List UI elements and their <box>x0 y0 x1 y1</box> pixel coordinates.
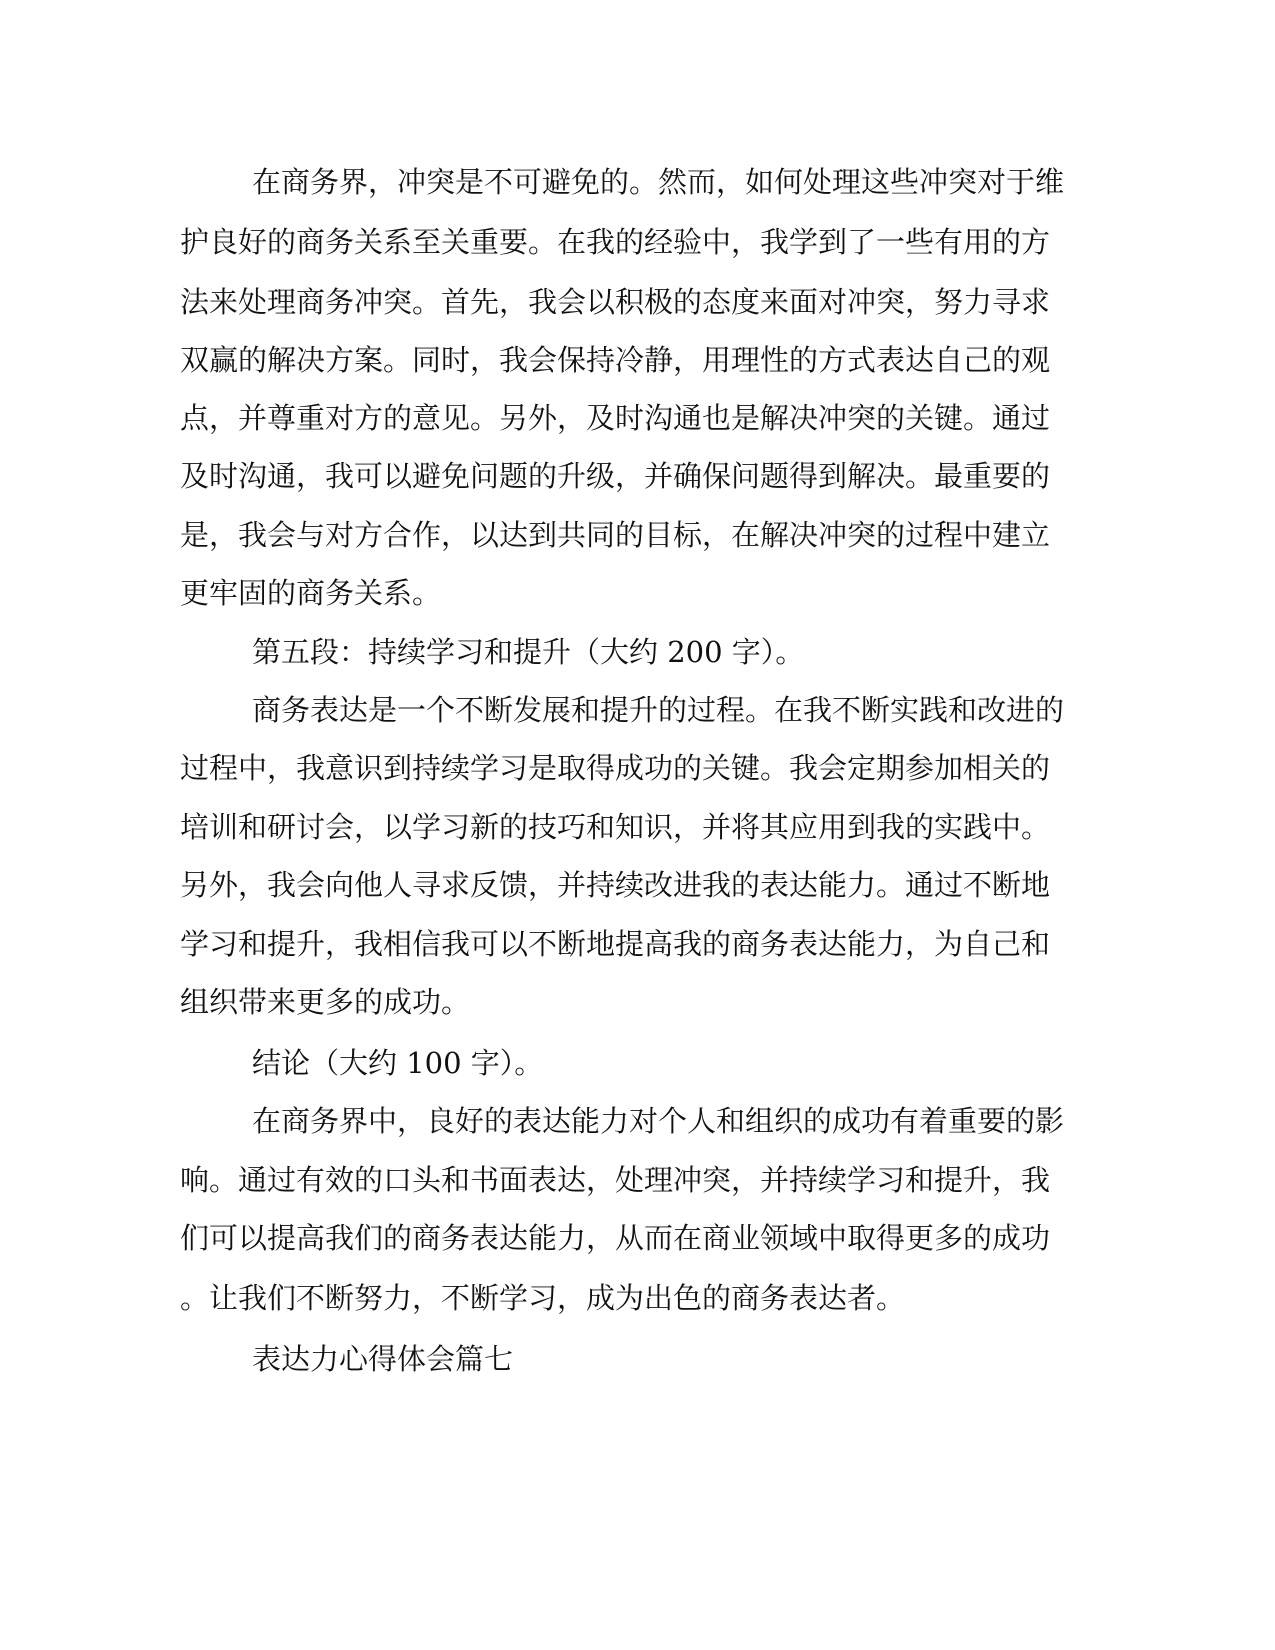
paragraph-line: 护良好的商务关系至关重要。在我的经验中，我学到了一些有用的方 <box>180 225 1051 259</box>
paragraph-line: 在商务界中，良好的表达能力对个人和组织的成功有着重要的影 <box>252 1104 1065 1138</box>
paragraph-line: 另外，我会向他人寻求反馈，并持续改进我的表达能力。通过不断地 <box>180 868 1051 902</box>
paragraph-line: 法来处理商务冲突。首先，我会以积极的态度来面对冲突，努力寻求 <box>180 285 1051 319</box>
paragraph-line: 培训和研讨会，以学习新的技巧和知识，并将其应用到我的实践中。 <box>180 810 1051 844</box>
paragraph-line: 商务表达是一个不断发展和提升的过程。在我不断实践和改进的 <box>252 693 1065 727</box>
paragraph-line: 过程中，我意识到持续学习是取得成功的关键。我会定期参加相关的 <box>180 751 1051 785</box>
paragraph-line: 点，并尊重对方的意见。另外，及时沟通也是解决冲突的关键。通过 <box>180 401 1051 435</box>
paragraph-line: 。让我们不断努力，不断学习，成为出色的商务表达者。 <box>180 1281 906 1315</box>
section-heading: 结论（大约 100 字）。 <box>252 1046 544 1080</box>
paragraph-line: 响。通过有效的口头和书面表达，处理冲突，并持续学习和提升，我 <box>180 1163 1051 1197</box>
paragraph-line: 是，我会与对方合作，以达到共同的目标，在解决冲突的过程中建立 <box>180 518 1051 552</box>
paragraph-line: 更牢固的商务关系。 <box>180 576 442 610</box>
paragraph-line: 组织带来更多的成功。 <box>180 985 471 1019</box>
paragraph-line: 在商务界，冲突是不可避免的。然而，如何处理这些冲突对于维 <box>252 165 1065 199</box>
paragraph-line: 双赢的解决方案。同时，我会保持冷静，用理性的方式表达自己的观 <box>180 343 1051 377</box>
paragraph-line: 及时沟通，我可以避免问题的升级，并确保问题得到解决。最重要的 <box>180 459 1051 493</box>
article-heading: 表达力心得体会篇七 <box>252 1342 514 1376</box>
paragraph-line: 们可以提高我们的商务表达能力，从而在商业领域中取得更多的成功 <box>180 1221 1051 1255</box>
section-heading: 第五段：持续学习和提升（大约 200 字）。 <box>252 635 805 669</box>
paragraph-line: 学习和提升，我相信我可以不断地提高我的商务表达能力，为自己和 <box>180 927 1051 961</box>
